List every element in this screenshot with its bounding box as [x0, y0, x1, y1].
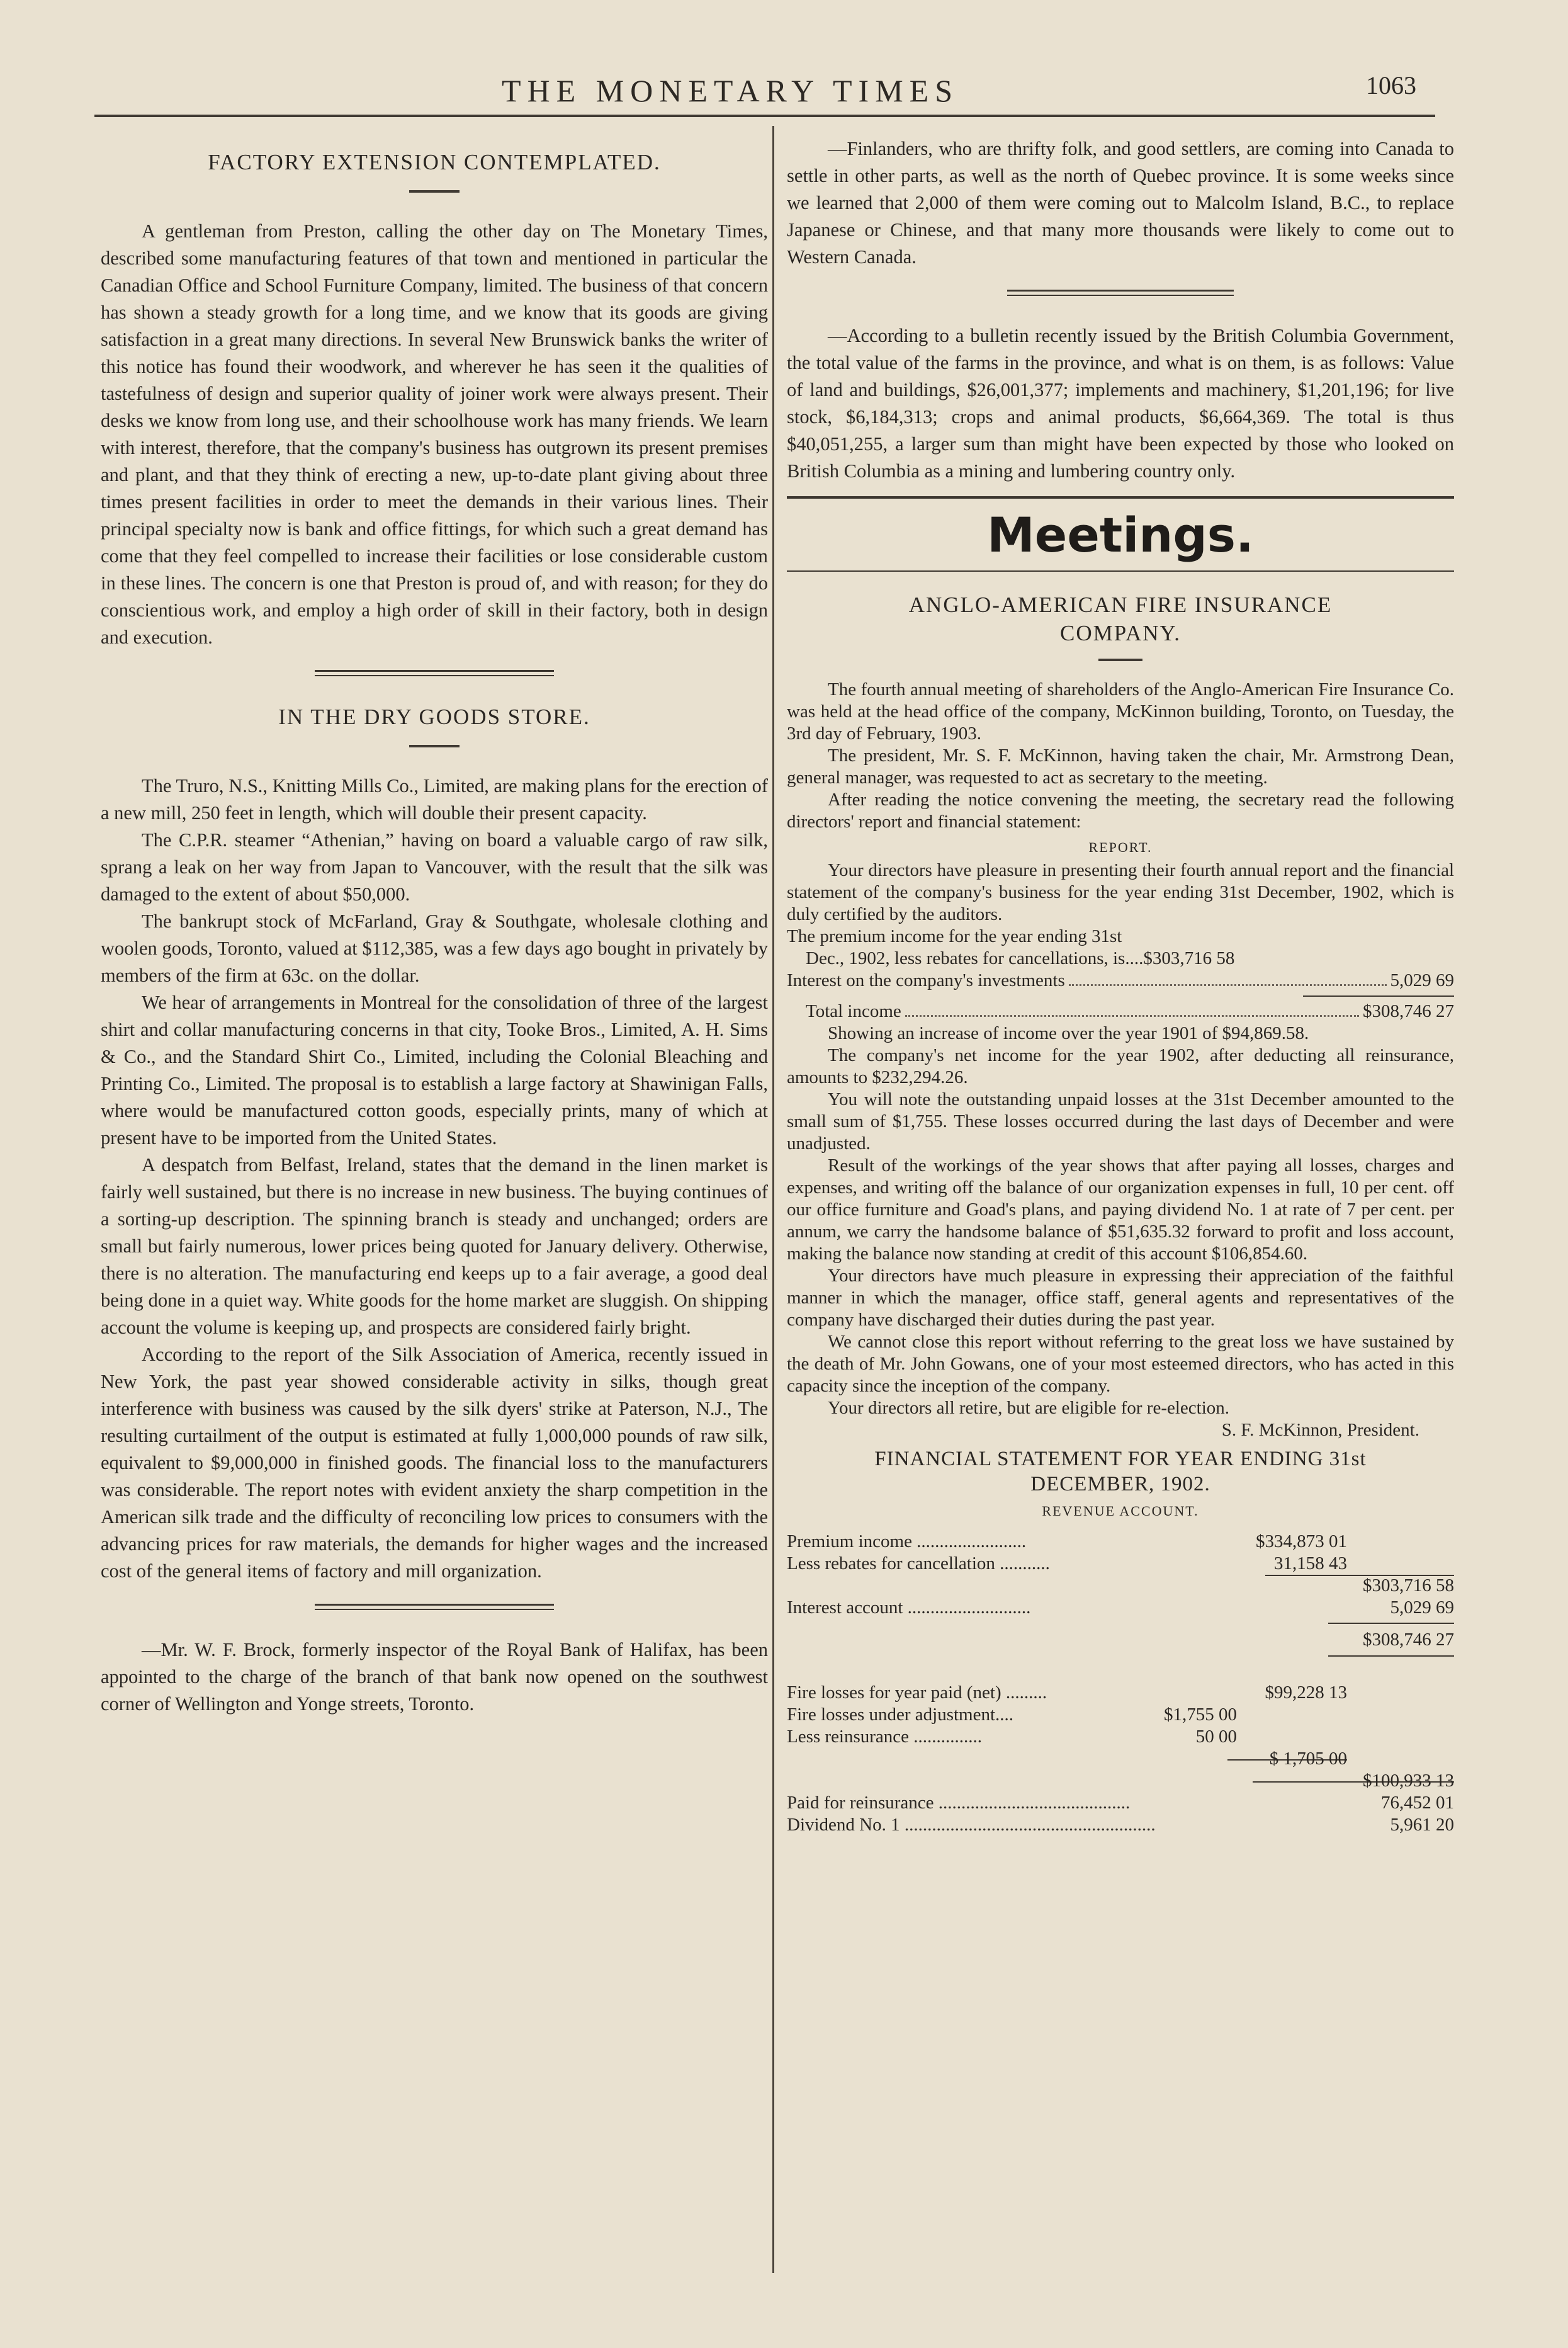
report-paragraph: Your directors have much pleasure in expressing their appreciation of the faithful manner in which the manager, office staff, general agents and representatives of the company have discharged their duties during the past year. — [787, 1266, 1454, 1330]
report-paragraph: Your directors all retire, but are eligible for re-election. — [828, 1398, 1230, 1418]
less-reinsurance-value: 50 00 — [1195, 1727, 1237, 1747]
financial-heading-line: FINANCIAL STATEMENT FOR YEAR ENDING 31st — [874, 1448, 1367, 1470]
report-paragraph: We cannot close this report without referring to the great loss we have sustained by the death of Mr. John Gowans, one of your most esteemed directors, who has acted in this capacity since the inception of the company. — [787, 1332, 1454, 1396]
interest-label: Interest on the company's investments — [787, 970, 1065, 990]
meeting-intro-paragraph: After reading the notice convening the meeting, the secretary read the following directors' report and financial statement: — [787, 790, 1454, 832]
header-rule — [94, 115, 1435, 117]
fire-losses-adjustment-label: Fire losses under adjustment.... — [787, 1704, 1014, 1725]
revenue-total-value: $308,746 27 — [1363, 1630, 1454, 1650]
rebates-label: Less rebates for cancellation ........... — [787, 1553, 1050, 1574]
account-row — [787, 1682, 1454, 1704]
premium-income-value: $334,873 01 — [1256, 1531, 1347, 1551]
spacer — [787, 1657, 1454, 1682]
section-separator — [1007, 290, 1234, 296]
factory-heading: FACTORY EXTENSION CONTEMPLATED. — [208, 150, 661, 174]
fire-losses-adjustment-value: $1,755 00 — [1164, 1704, 1237, 1725]
revenue-account-table — [787, 1531, 1454, 1836]
heading-rule — [409, 745, 460, 747]
sum-rule — [1328, 1623, 1454, 1624]
leader-dots — [905, 1015, 1359, 1017]
financial-heading-line: DECEMBER, 1902. — [1030, 1473, 1210, 1495]
report-intro: Your directors have pleasure in presenting their fourth annual report and the financial statement of the company's business for the year ending 31st December, 1902, which is duly certified by the auditors. — [787, 860, 1454, 924]
drygoods-paragraph: We hear of arrangements in Montreal for the consolidation of three of the largest shirt and collar manufacturing concerns in that city, Tooke Bros., Limited, A. H. Sims & Co., and the Standard Shirt Co., Limited, including the Colonial Bleaching and Printing Co., Limited. The proposal is to establish a large factory at Shawinigan Falls, where would be manufactured cotton goods, especially prints, many of which at present have to be imported from the United States. — [101, 992, 768, 1148]
meeting-report — [787, 679, 1454, 1441]
account-row — [787, 1597, 1454, 1619]
sum-rule — [1303, 995, 1454, 997]
report-paragraph: Result of the workings of the year shows that after paying all losses, charges and expenses, and writing off the balance of our organization expenses in full, 10 per cent. off our office furniture and Goad's plans, and paying dividend No. 1 at rate of 7 per cent. per annum, we carry the handsome balance of $51,635.32 forward to profit and loss account, making the balance now standing at credit of this account $106,854.60. — [787, 1155, 1454, 1264]
account-row — [787, 1770, 1454, 1792]
premium-line — [787, 926, 1454, 948]
account-row — [787, 1531, 1454, 1553]
total-income-amount: $308,746 27 — [1363, 1001, 1454, 1021]
interest-account-label: Interest account ........................... — [787, 1597, 1031, 1618]
page-number: 1063 — [1366, 71, 1416, 99]
meeting-heading-line: ANGLO-AMERICAN FIRE INSURANCE — [908, 593, 1333, 617]
account-row — [787, 1814, 1454, 1836]
dividend-value: 5,961 20 — [1390, 1815, 1454, 1835]
drygoods-paragraph: According to the report of the Silk Association of America, recently issued in New York, the past year showed considerable activity in silks, though great interference with business was caused by the silk dyers' strike at Paterson, N.J., The resulting curtailment of the output is estimated at fully 1,000,000 pounds of raw silk, equivalent to $9,000,000 in finished goods. The financial loss to the manufacturers was considerable. The report notes with evident anxiety the sharp competition in the American silk trade and the difficulty of reconciling low prices to consumers with the advancing prices for raw materials, the demands for higher wages and the increased cost of the general items of factory and mill organization. — [101, 1344, 768, 1582]
account-row — [787, 1792, 1454, 1814]
paid-reinsurance-label: Paid for reinsurance .......................................... — [787, 1793, 1131, 1813]
net-premium-value: $303,716 58 — [1363, 1575, 1454, 1596]
factory-article: A gentleman from Preston, calling the other day on The Monetary Times, described some manufacturing features of that town and mentioned in particular the Canadian Office and School Furniture Company, limited. The business of that concern has shown a steady growth for a long time, and we know that its goods are giving satisfaction in a great many directions. In several New Brunswick banks the writer of this notice has found their woodwork, and wherever he has seen it the qualities of tastefulness of design and superior quality of joiner work were always present. Their desks we know from long use, and their schoolhouse work has many friends. We learn with interest, therefore, that the company's business has outgrown its present premises and plant, and that they think of erecting a new, up-to-date plant giving about three times present facilities in order to meet the demands in their various lines. Their principal specialty now is bank and office fittings, for which such a great demand has come that they feel compelled to increase their facilities or lose considerable custom in these lines. The concern is one that Preston is proud of, and with reason; for they do conscientious work, and employ a high order of skill in their factory, both in design and execution. — [101, 220, 768, 648]
interest-account-value: 5,029 69 — [1390, 1597, 1454, 1618]
bc-bulletin-notice: —According to a bulletin recently issued by the British Columbia Government, the total value of the farms in the province, and what is on them, is as follows: Value of land and buildings, $26,001,377; implements and machinery, $1,201,196; for live stock, $6,184,313; crops and animal products, $6,664,369. The total is thus $40,051,255, a larger sum than might have been expected by those who looked on British Columbia as a mining and lumbering country only. — [787, 325, 1454, 482]
net-adjustment-value: $ 1,705 00 — [1269, 1749, 1347, 1769]
section-separator — [315, 670, 554, 676]
losses-total-value: $100,933 13 — [1363, 1771, 1454, 1791]
financial-heading — [787, 1446, 1454, 1497]
account-row — [787, 1726, 1454, 1748]
right-column — [787, 135, 1454, 1836]
premium-amount-label: Dec., 1902, less rebates for cancellations, is.... — [806, 948, 1144, 968]
drygoods-paragraph: A despatch from Belfast, Ireland, states that the demand in the linen market is fairly well sustained, but there is no increase in new business. The buying continues of a sorting-up description. The spinning branch is steady and unchanged; orders are small but fairly numerous, lower prices being quoted for January delivery. Otherwise, there is no alteration. The manufacturing end keeps up to a fair average, a good deal being done in a quiet way. White goods for the home market are sluggish. On shipping account the volume is keeping up, and prospects are considered fairly bright. — [101, 1154, 768, 1338]
section-separator — [315, 1604, 554, 1610]
president-signature: S. F. McKinnon, President. — [1221, 1420, 1419, 1440]
account-row — [787, 1619, 1454, 1657]
fire-losses-paid-label: Fire losses for year paid (net) ......... — [787, 1682, 1047, 1703]
meeting-heading-line: COMPANY. — [1059, 621, 1182, 645]
premium-income-label: Premium income ........................ — [787, 1531, 1027, 1551]
premium-amount-line — [787, 948, 1454, 970]
account-row — [787, 1575, 1454, 1597]
less-reinsurance-label: Less reinsurance ............... — [787, 1727, 983, 1747]
meetings-top-rule — [787, 496, 1454, 499]
drygoods-paragraph: The bankrupt stock of McFarland, Gray & Southgate, wholesale clothing and woolen goods, Toronto, valued at $112,385, was a few days ago bought in privately by members of the firm at 63c. on the dollar. — [101, 910, 768, 986]
column-divider — [772, 126, 774, 2273]
leader-dots — [1069, 984, 1387, 986]
left-column — [101, 135, 768, 1718]
meeting-heading — [787, 591, 1454, 647]
account-row — [787, 1704, 1454, 1726]
report-label: REPORT. — [1088, 839, 1153, 855]
finlanders-notice: —Finlanders, who are thrifty folk, and good settlers, are coming into Canada to settle in other parts, as well as the north of Quebec province. It is some weeks since we learned that 2,000 of them were coming out to Malcolm Island, B.C., to replace Japanese or Chinese, and that many more thousands were likely to come out to Western Canada. — [787, 138, 1454, 268]
fire-losses-paid-value: $99,228 13 — [1265, 1682, 1347, 1703]
page-header — [0, 0, 1568, 126]
drygoods-heading: IN THE DRY GOODS STORE. — [278, 705, 590, 729]
revenue-account-heading: REVENUE ACCOUNT. — [1042, 1503, 1199, 1519]
premium-line-text: The premium income for the year ending 31st — [787, 926, 1122, 946]
meetings-title: Meetings. — [987, 507, 1254, 563]
meeting-intro-paragraph: The fourth annual meeting of shareholders of the Anglo-American Fire Insurance Co. was held at the head office of the company, McKinnon building, Toronto, on Tuesday, the 3rd day of February, 1903. — [787, 679, 1454, 744]
premium-amount: $303,716 58 — [1143, 948, 1235, 968]
report-paragraph: Showing an increase of income over the year 1901 of $94,869.58. — [828, 1023, 1309, 1043]
drygoods-paragraph: The Truro, N.S., Knitting Mills Co., Limited, are making plans for the erection of a new mill, 250 feet in length, which will double their present capacity. — [101, 775, 768, 824]
dividend-label: Dividend No. 1 ....................................................... — [787, 1815, 1156, 1835]
paid-reinsurance-value: 76,452 01 — [1381, 1793, 1454, 1813]
meetings-bottom-rule — [787, 570, 1454, 572]
account-row — [787, 1553, 1454, 1575]
total-income-label: Total income — [806, 1001, 901, 1021]
report-paragraph: You will note the outstanding unpaid losses at the 31st December amounted to the small sum of $1,755. These losses occurred during the last days of December and were unadjusted. — [787, 1089, 1454, 1154]
interest-line — [787, 970, 1454, 992]
rebates-value: 31,158 43 — [1274, 1553, 1347, 1574]
drygoods-paragraph: The C.P.R. steamer “Athenian,” having on board a valuable cargo of raw silk, sprang a leak on her way from Japan to Vancouver, with the result that the silk was damaged to the extent of about $50,000. — [101, 829, 768, 905]
report-paragraph: The company's net income for the year 1902, after deducting all reinsurance, amounts to $232,294.26. — [787, 1045, 1454, 1087]
heading-rule — [409, 190, 460, 193]
brock-notice: —Mr. W. F. Brock, formerly inspector of the Royal Bank of Halifax, has been appointed to the charge of the branch of that bank now opened on the southwest corner of Wellington and Yonge streets, Toronto. — [101, 1639, 768, 1715]
total-income-line — [787, 1001, 1454, 1023]
interest-amount: 5,029 69 — [1390, 970, 1454, 990]
account-row — [787, 1748, 1454, 1770]
meeting-intro-paragraph: The president, Mr. S. F. McKinnon, having taken the chair, Mr. Armstrong Dean, general manager, was requested to act as secretary to the meeting. — [787, 746, 1454, 788]
masthead-title: THE MONETARY TIMES — [502, 73, 959, 108]
heading-rule — [1098, 659, 1142, 661]
